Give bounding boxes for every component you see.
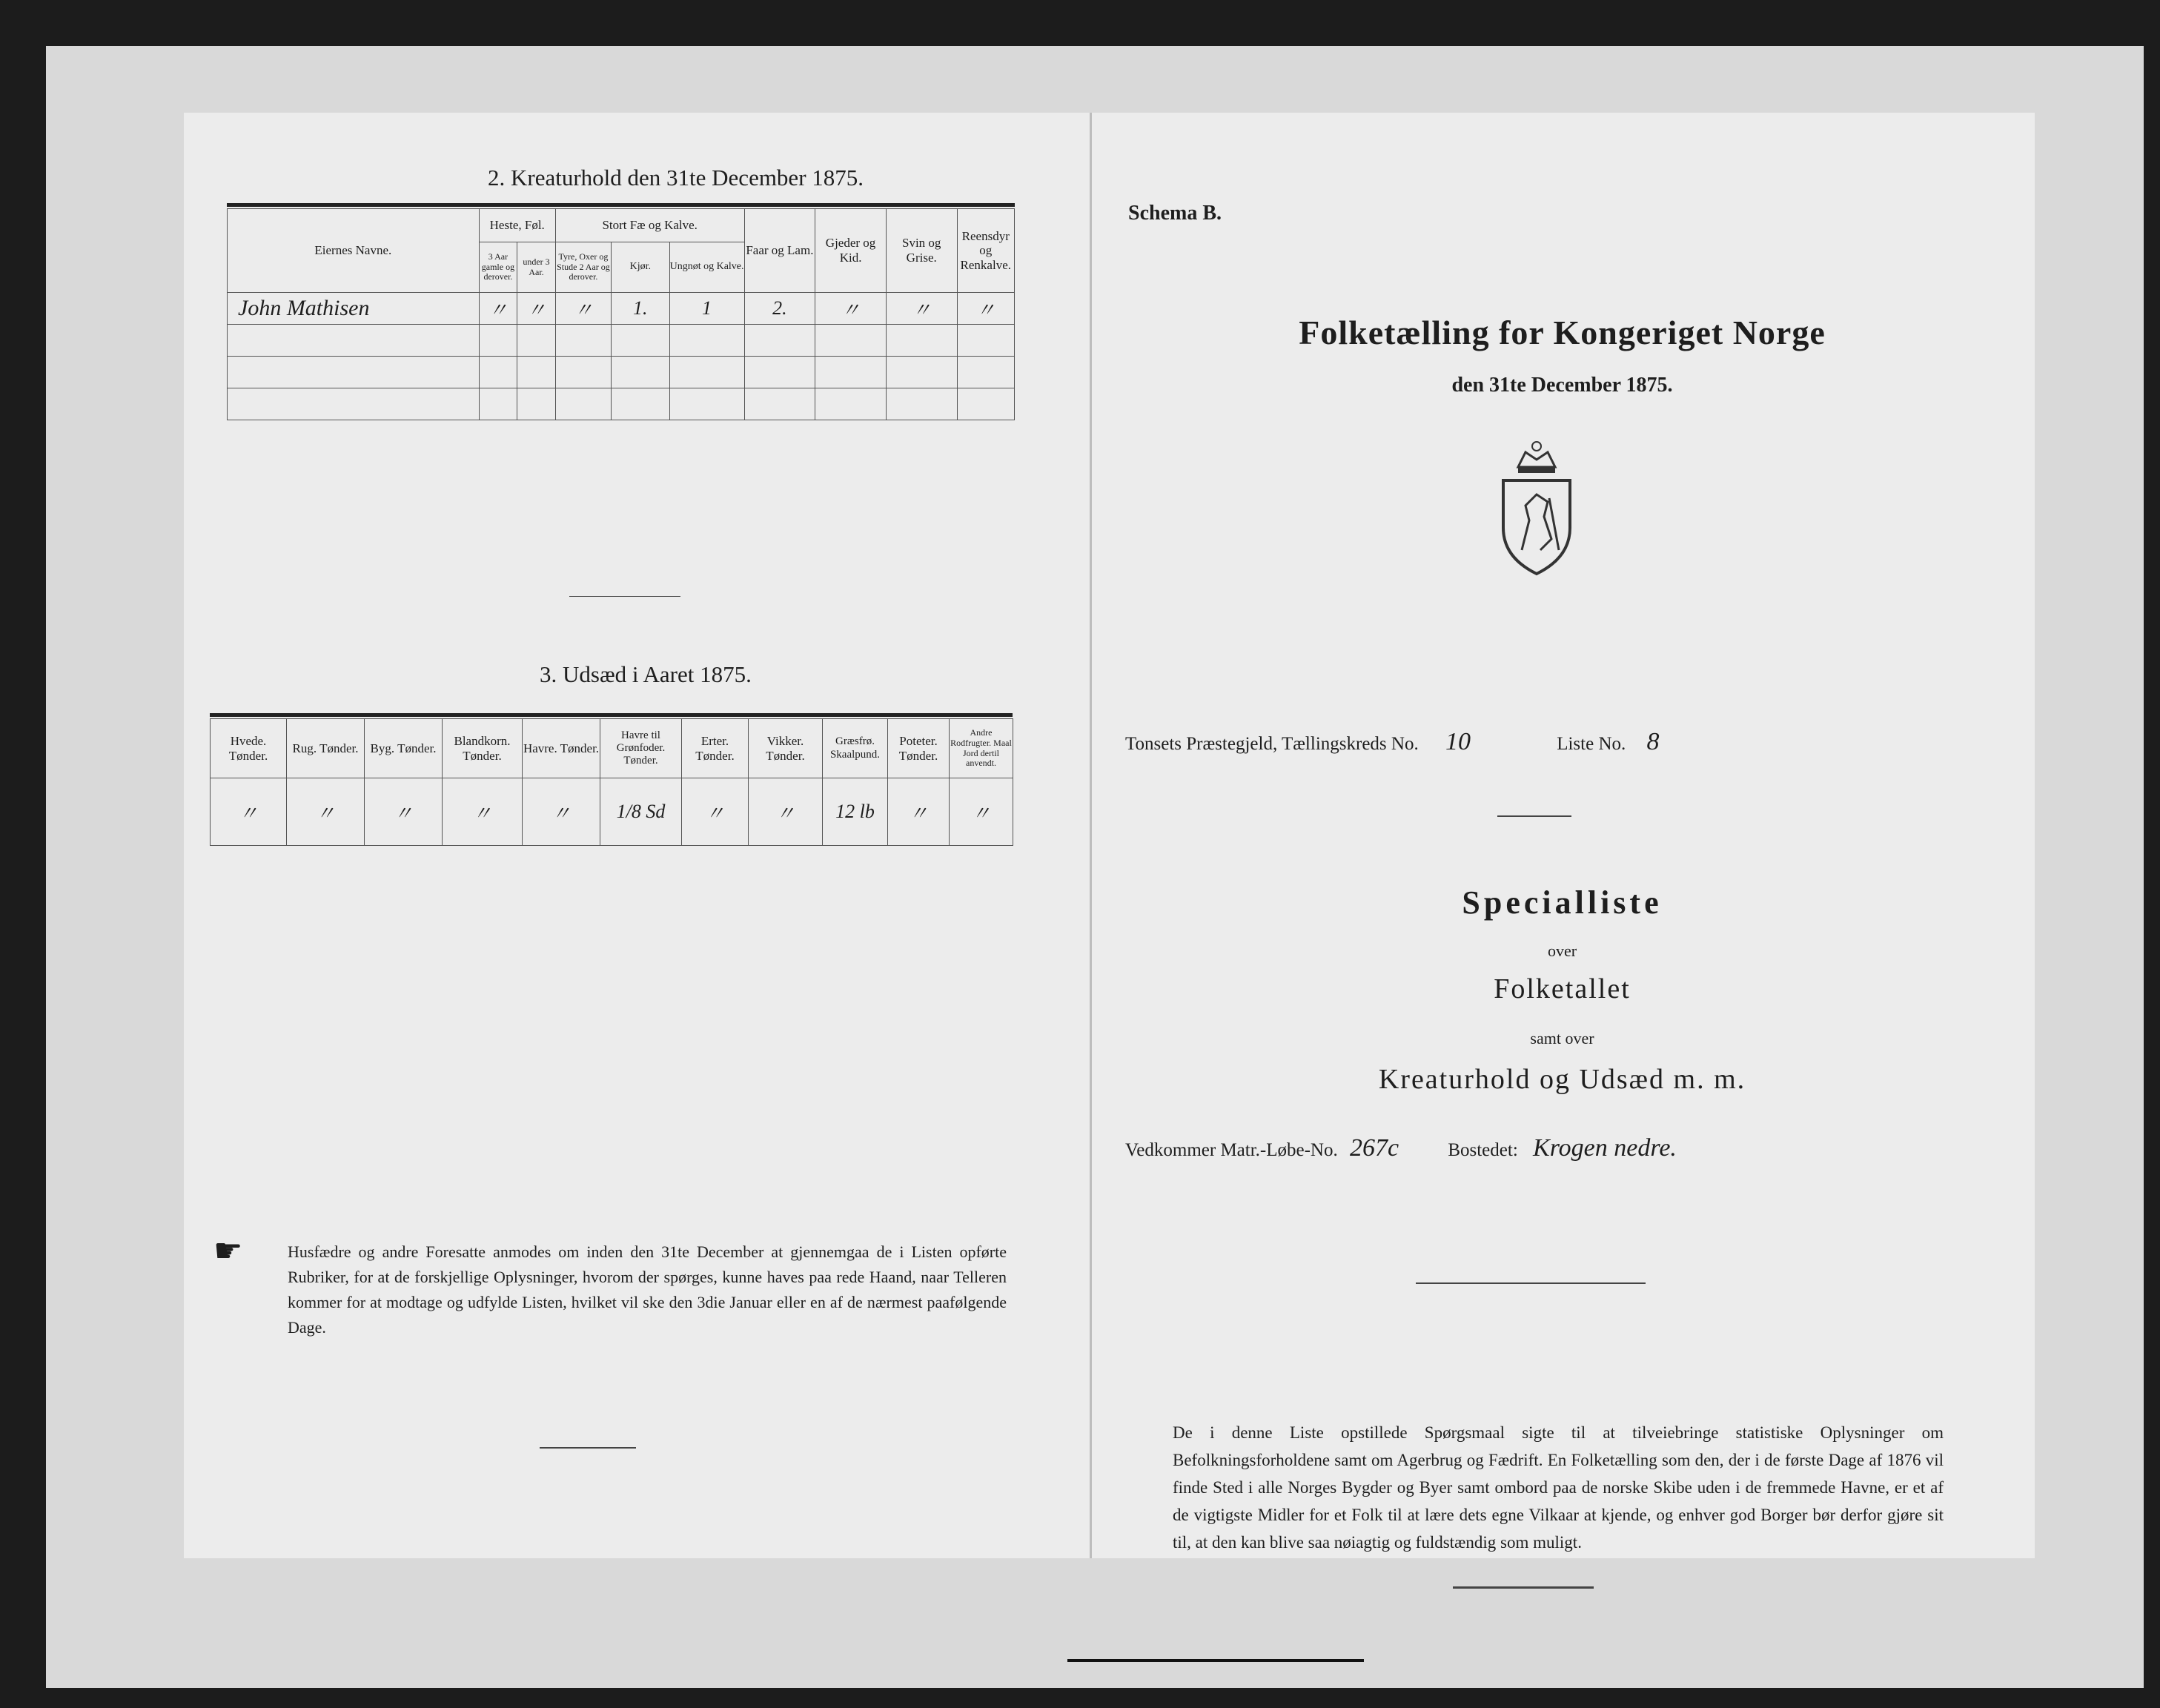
- livestock-table: [227, 208, 1015, 420]
- divider: [1453, 1586, 1594, 1589]
- owner-name: John Mathisen: [228, 293, 480, 325]
- divider: [540, 1447, 636, 1449]
- table-top-rule: [210, 713, 1013, 717]
- left-page: [184, 113, 1090, 1558]
- divider: [1416, 1282, 1646, 1284]
- bosted-value: Krogen nedre.: [1533, 1134, 1677, 1162]
- header-peas: Erter. Tønder.: [682, 719, 749, 778]
- cell: 〃: [749, 778, 823, 846]
- coat-of-arms-icon: [1496, 439, 1577, 580]
- divider: [1497, 815, 1571, 817]
- header-grass-seed: Græsfrø. Skaalpund.: [823, 719, 888, 778]
- samt-over-label: samt over: [1530, 1029, 1594, 1047]
- cell: 1: [669, 293, 744, 325]
- divider: [569, 596, 680, 597]
- header-goats: Gjeder og Kid.: [815, 209, 887, 293]
- table-row: [228, 388, 1015, 420]
- header-horses-old: 3 Aar gamle og derover.: [479, 242, 517, 293]
- header-pigs: Svin og Grise.: [886, 209, 957, 293]
- cell: 〃: [888, 778, 950, 846]
- header-green-oats: Havre til Grønfoder. Tønder.: [600, 719, 682, 778]
- cell: 〃: [555, 293, 611, 325]
- cell: 〃: [886, 293, 957, 325]
- header-cattle-young: Ungnøt og Kalve.: [669, 242, 744, 293]
- over-label: over: [1547, 941, 1577, 960]
- intro-text: De i denne Liste opstillede Spørgsmaal sigte til at tilveiebringe statistiske Oplysninger om Befolkningsforholdene samt om Agerbrug og Fædrift. En Folketælling som den, der i de første Dage af 1876 vil finde Sted i alle Norges Bygder og Byer samt ombord paa de norske Skibe uden i de fremmede Havne, er et af de vigtigste Midler for et Folk til at lære dets egne Vilkaar at kjende, og enhver god Borger bør derfor gjøre sit til, at den kan blive saa nøiagtig og fuldstændig som muligt.: [1173, 1423, 1944, 1552]
- census-date: den 31te December 1875.: [1451, 374, 1673, 397]
- header-reindeer: Reensdyr og Renkalve.: [957, 209, 1014, 293]
- header-cattle-cows: Kjør.: [612, 242, 669, 293]
- cell: 〃: [287, 778, 365, 846]
- header-horses: Heste, Føl.: [479, 209, 555, 242]
- table-top-rule: [227, 203, 1015, 207]
- header-mixed-grain: Blandkorn. Tønder.: [443, 719, 523, 778]
- section2-title: 2. Kreaturhold den 31te December 1875.: [488, 165, 864, 191]
- table-row: [211, 778, 1013, 846]
- header-horses-young: under 3 Aar.: [517, 242, 556, 293]
- cell: 〃: [957, 293, 1014, 325]
- notice-text: Husfædre og andre Foresatte anmodes om inden den 31te December at gjennemgaa de i Listen opførte Rubriker, for at de forskjellige Oplysninger, hvorom der spørges, kunne haves paa rede Haand, naar Telleren kommer for at modtage og udfylde Listen, hvilket vil ske den 3die Januar eller en af de nærmest paafølgende Dage.: [288, 1242, 1007, 1337]
- cell: 12 lb: [823, 778, 888, 846]
- section3-title: 3. Udsæd i Aaret 1875.: [540, 661, 752, 687]
- schema-label: Schema B.: [1128, 202, 1222, 225]
- header-potatoes: Poteter. Tønder.: [888, 719, 950, 778]
- header-owner: Eiernes Navne.: [228, 209, 480, 293]
- pointing-hand-icon: ☛: [213, 1233, 243, 1269]
- header-sheep: Faar og Lam.: [744, 209, 815, 293]
- header-cattle: Stort Fæ og Kalve.: [555, 209, 744, 242]
- cell: 〃: [479, 293, 517, 325]
- cell: 〃: [443, 778, 523, 846]
- district-number: 10: [1445, 728, 1471, 755]
- header-oats: Havre. Tønder.: [523, 719, 600, 778]
- matr-number: 267c: [1349, 1134, 1399, 1162]
- cell: 〃: [517, 293, 556, 325]
- cell: 2.: [744, 293, 815, 325]
- cell: 1/8 Sd: [600, 778, 682, 846]
- folketallet-heading: Folketallet: [1494, 973, 1631, 1004]
- parish-label: Tonsets Præstegjeld, Tællingskreds No.: [1125, 734, 1419, 754]
- kreaturhold-heading: Kreaturhold og Udsæd m. m.: [1378, 1064, 1746, 1095]
- cell: 1.: [612, 293, 669, 325]
- matr-label: Vedkommer Matr.-Løbe-No.: [1125, 1140, 1338, 1160]
- right-page: [1090, 113, 2035, 1558]
- cell: 〃: [682, 778, 749, 846]
- list-number: 8: [1646, 728, 1660, 755]
- cell: 〃: [211, 778, 287, 846]
- table-row: [228, 325, 1015, 357]
- header-wheat: Hvede. Tønder.: [211, 719, 287, 778]
- header-cattle-bulls: Tyre, Oxer og Stude 2 Aar og derover.: [555, 242, 611, 293]
- parish-line: [1125, 728, 1660, 756]
- cell: 〃: [815, 293, 887, 325]
- list-label: Liste No.: [1557, 734, 1626, 754]
- specialliste-heading: Specialliste: [1462, 884, 1663, 921]
- bosted-label: Bostedet:: [1448, 1140, 1518, 1160]
- header-root-crops: Andre Rodfrugter. Maal Jord dertil anvendt.: [950, 719, 1013, 778]
- header-vetch: Vikker. Tønder.: [749, 719, 823, 778]
- scale-bar: [1067, 1659, 1364, 1662]
- cell: 〃: [523, 778, 600, 846]
- census-title: Folketælling for Kongeriget Norge: [1299, 314, 1826, 351]
- cell: 〃: [950, 778, 1013, 846]
- header-rye: Rug. Tønder.: [287, 719, 365, 778]
- header-barley: Byg. Tønder.: [365, 719, 443, 778]
- seed-table: [210, 718, 1013, 846]
- table-row: [228, 357, 1015, 388]
- cell: 〃: [365, 778, 443, 846]
- property-line: [1125, 1134, 1677, 1162]
- table-row: [228, 293, 1015, 325]
